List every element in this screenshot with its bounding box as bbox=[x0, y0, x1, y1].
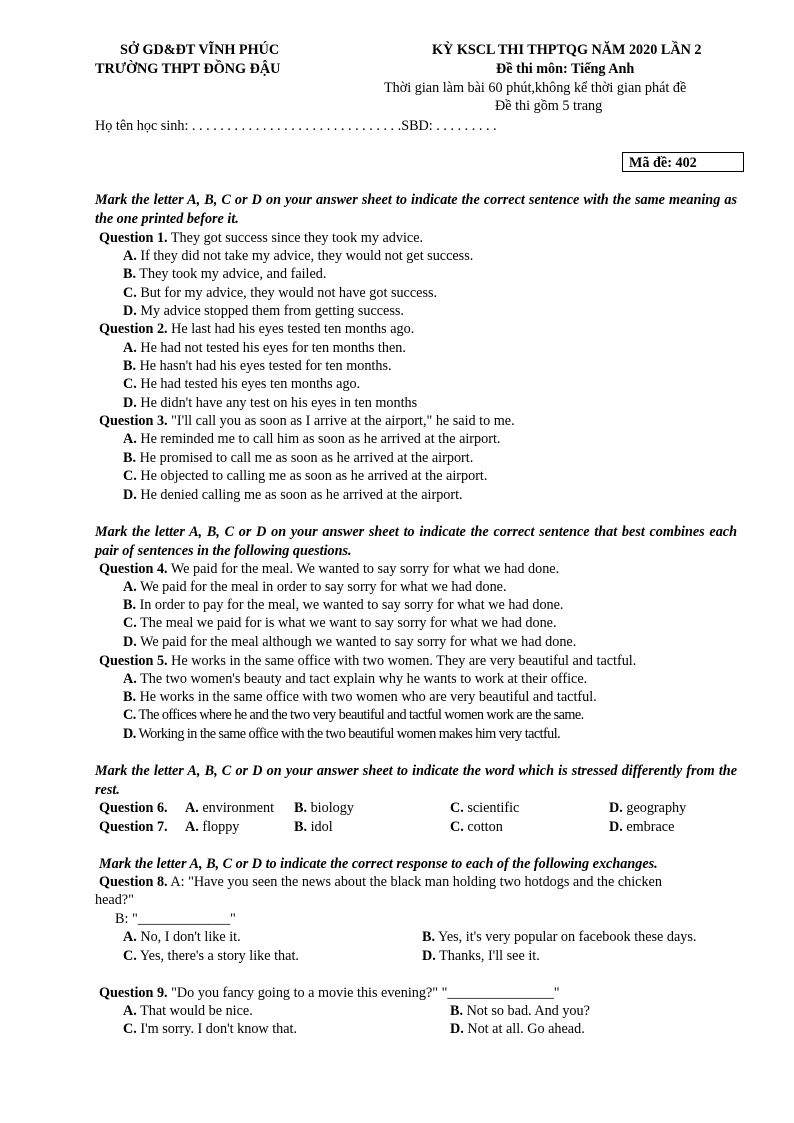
q3-option-c: C. He objected to calling me as soon as he arrived at the airport. bbox=[123, 468, 488, 484]
question-5: Question 5. He works in the same office with two women. They are very beautiful and tactful. bbox=[99, 653, 637, 669]
q5-option-b: B. He works in the same office with two women who are very beautiful and tactful. bbox=[123, 689, 597, 705]
q2-option-d: D. He didn't have any test on his eyes in ten months bbox=[123, 395, 418, 411]
section-3-instruction: Mark the letter A, B, C or D on your answer sheet to indicate the word which is stressed differently from the rest. bbox=[95, 763, 737, 798]
q4-option-d: D. We paid for the meal although we wanted to say sorry for what we had done. bbox=[123, 634, 577, 650]
q7-option-a: A. floppy bbox=[185, 819, 240, 835]
q9-option-b: B. Not so bad. And you? bbox=[450, 1003, 590, 1019]
q1-option-b: B. They took my advice, and failed. bbox=[123, 266, 327, 282]
q8-option-c: C. Yes, there's a story like that. bbox=[123, 948, 299, 964]
question-2: Question 2. He last had his eyes tested ten months ago. bbox=[99, 321, 415, 337]
q1-option-d: D. My advice stopped them from getting success. bbox=[123, 303, 404, 319]
q7-option-c: C. cotton bbox=[450, 819, 503, 835]
section-2-instruction: Mark the letter A, B, C or D on your answer sheet to indicate the correct sentence that best combines each pair of sentences in the following questions. bbox=[95, 524, 737, 559]
q9-option-d: D. Not at all. Go ahead. bbox=[450, 1021, 585, 1037]
school-dept: SỞ GD&ĐT VĨNH PHÚC bbox=[120, 42, 280, 58]
q8-text-continued: head?" bbox=[95, 892, 134, 908]
q5-option-a: A. The two women's beauty and tact explain why he wants to work at their office. bbox=[123, 671, 588, 687]
question-1: Question 1. They got success since they took my advice. bbox=[99, 230, 424, 246]
section-1-instruction: Mark the letter A, B, C or D on your answer sheet to indicate the correct sentence with the same meaning as the one printed before it. bbox=[95, 192, 737, 227]
exam-code-box: Mã đề: 402 bbox=[622, 152, 744, 172]
q6-option-c: C. scientific bbox=[450, 800, 520, 816]
q6-option-b: B. biology bbox=[294, 800, 354, 816]
q5-option-d: D. Working in the same office with the two beautiful women makes him very tactful. bbox=[123, 726, 561, 742]
q2-option-a: A. He had not tested his eyes for ten months then. bbox=[123, 340, 406, 356]
q6-option-d: D. geography bbox=[609, 800, 687, 816]
q4-option-a: A. We paid for the meal in order to say sorry for what we had done. bbox=[123, 579, 507, 595]
q2-option-c: C. He had tested his eyes ten months ago. bbox=[123, 376, 361, 392]
q5-option-c: C. The offices where he and the two very beautiful and tactful women work are the same. bbox=[123, 707, 584, 723]
question-7-label: Question 7. bbox=[99, 819, 168, 835]
q1-option-a: A. If they did not take my advice, they would not get success. bbox=[123, 248, 474, 264]
q7-option-b: B. idol bbox=[294, 819, 333, 835]
section-4-instruction: Mark the letter A, B, C or D to indicate the correct response to each of the following exchanges. bbox=[99, 856, 658, 872]
q1-option-c: C. But for my advice, they would not have got success. bbox=[123, 285, 438, 301]
q8-option-b: B. Yes, it's very popular on facebook these days. bbox=[422, 929, 697, 945]
q8-b-line: B: "_____________" bbox=[115, 911, 236, 927]
q9-option-a: A. That would be nice. bbox=[123, 1003, 253, 1019]
question-6-label: Question 6. bbox=[99, 800, 168, 816]
q3-option-a: A. He reminded me to call him as soon as he arrived at the airport. bbox=[123, 431, 501, 447]
q2-option-b: B. He hasn't had his eyes tested for ten months. bbox=[123, 358, 392, 374]
exam-title: KỲ KSCL THI THPTQG NĂM 2020 LẦN 2 bbox=[432, 42, 702, 58]
question-9: Question 9. "Do you fancy going to a movie this evening?" "_______________" bbox=[99, 985, 560, 1001]
q3-option-b: B. He promised to call me as soon as he arrived at the airport. bbox=[123, 450, 474, 466]
q9-option-c: C. I'm sorry. I don't know that. bbox=[123, 1021, 298, 1037]
question-4: Question 4. We paid for the meal. We wanted to say sorry for what we had done. bbox=[99, 561, 560, 577]
school-name: TRƯỜNG THPT ĐỒNG ĐẬU bbox=[95, 61, 281, 77]
exam-subject: Đề thi môn: Tiếng Anh bbox=[496, 61, 635, 77]
question-3: Question 3. "I'll call you as soon as I arrive at the airport," he said to me. bbox=[99, 413, 515, 429]
q8-option-a: A. No, I don't like it. bbox=[123, 929, 241, 945]
q3-option-d: D. He denied calling me as soon as he arrived at the airport. bbox=[123, 487, 463, 503]
q6-option-a: A. environment bbox=[185, 800, 275, 816]
exam-pages: Đề thi gồm 5 trang bbox=[495, 98, 603, 114]
student-info-line: Họ tên học sinh: . . . . . . . . . . . . . . . . . . . . . . . . . . . . . .SBD: . . . . . . . . . bbox=[95, 118, 497, 134]
exam-duration: Thời gian làm bài 60 phút,không kể thời gian phát đề bbox=[384, 80, 687, 96]
question-8: Question 8. A: "Have you seen the news about the black man holding two hotdogs and the chicken bbox=[99, 874, 662, 890]
q4-option-c: C. The meal we paid for is what we want to say sorry for what we had done. bbox=[123, 615, 557, 631]
q7-option-d: D. embrace bbox=[609, 819, 675, 835]
q4-option-b: B. In order to pay for the meal, we wanted to say sorry for what we had done. bbox=[123, 597, 564, 613]
q8-option-d: D. Thanks, I'll see it. bbox=[422, 948, 540, 964]
